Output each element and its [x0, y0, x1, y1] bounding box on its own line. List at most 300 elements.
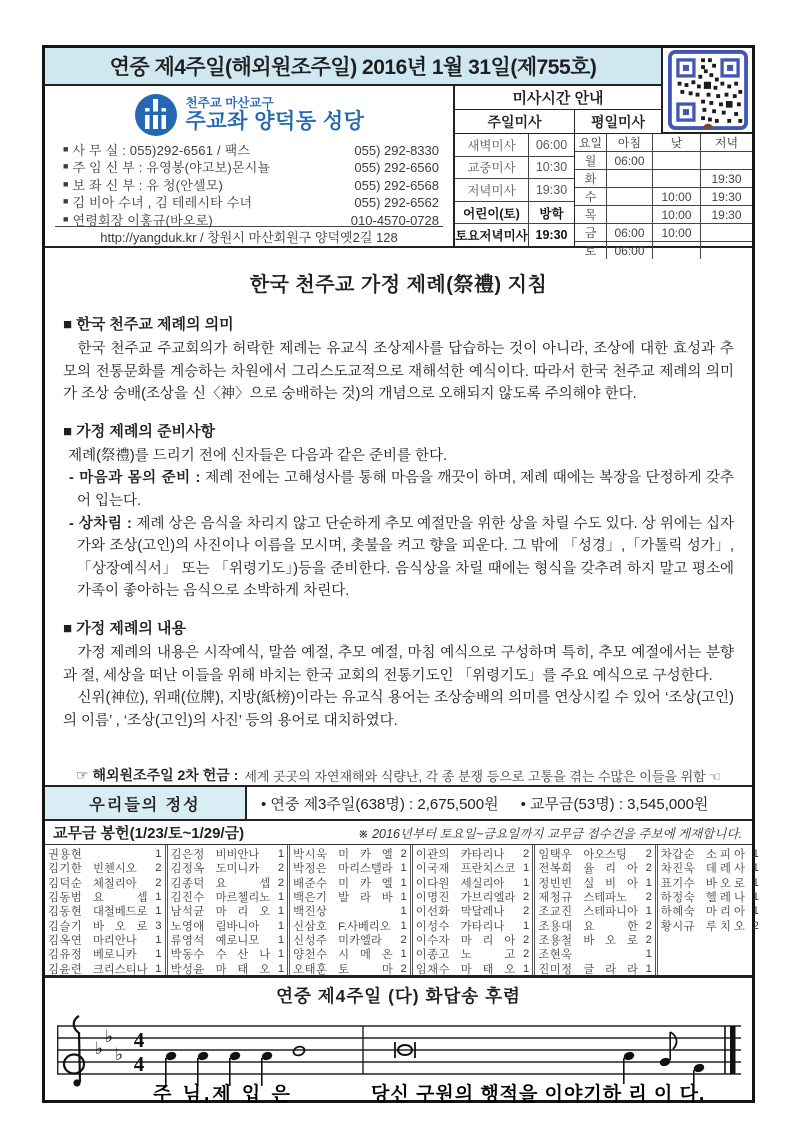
contact-number: 055) 292-6562 — [354, 195, 439, 211]
contact-label: 주 임 신 부 : 유영봉(야고보)몬시뇰 — [72, 160, 271, 176]
bullet-icon: ■ — [63, 144, 69, 154]
donor-baptismal-name: 요 셉 — [93, 892, 148, 905]
donor-row — [171, 918, 285, 932]
donor-row — [48, 890, 162, 904]
church-info-panel — [45, 86, 455, 248]
donor-row — [171, 961, 285, 975]
donor-baptismal-name: 헬 레 나 — [705, 892, 745, 905]
donor-baptismal-name: 비비안나 — [215, 849, 260, 862]
contact-label: 연령회장 이홍규(바오로) — [72, 212, 213, 228]
donor-baptismal-name: 루 치 오 — [705, 920, 745, 933]
donor-row — [48, 918, 162, 932]
donor-count: 1 — [523, 962, 530, 975]
donor-name: 박동수 — [170, 949, 205, 962]
donor-count: 1 — [752, 876, 759, 889]
donor-name: 황시규 — [660, 920, 696, 933]
section1-body: 한국 천주교 주교회의가 허락한 제례는 유교식 조상제사를 답습하는 것이 아니라, 조상에 대한 효성과 추모의 전통문화를 계승하는 차원에서 그리스도교적으로 재해석한 예식이다. 따라서 한국 천주교 제례의 의미가 조상 숭배(조상을 신〈神〉으로 숭배하는 것)의 개념으로 오해되지 않도록 주의해야 한다. — [63, 341, 734, 403]
donor-row — [293, 890, 407, 904]
offering-item: • 교무금(53명) : 3,545,000원 — [520, 795, 709, 813]
church-logo-row — [45, 86, 453, 138]
svg-text:4: 4 — [133, 1052, 144, 1076]
qr-cell — [663, 48, 752, 134]
donor-table — [45, 845, 759, 978]
donor-count: 1 — [523, 919, 530, 932]
diocese-logo-icon — [134, 93, 178, 137]
donor-count: 1 — [277, 905, 285, 918]
donor-count: 1 — [645, 948, 652, 961]
weekday-mass-cell — [653, 152, 701, 169]
weekday-mass-cell — [607, 170, 653, 187]
svg-text:4: 4 — [133, 1028, 144, 1052]
donor-row — [293, 933, 407, 947]
donor-row — [416, 876, 530, 890]
donor-baptismal-name: 발 라 바 — [338, 892, 393, 905]
mass-schedule-title: 미사시간 안내 — [455, 86, 663, 110]
donor-name: 김윤련 — [48, 963, 83, 976]
donor-count: 1 — [752, 891, 759, 904]
donor-count: 1 — [523, 862, 530, 875]
donor-row — [416, 918, 530, 932]
section3-heading: ■ 가정 제례의 내용 — [63, 620, 186, 638]
item2-text: 제례 상은 음식을 차리지 않고 단순하게 추모 예절만을 위한 상을 차릴 수도 있다. 상 위에는 십자가와 조상(고인)의 사진이나 이름을 모시며, 촛불을 켜고 향을 피운다. 그 밖에 「성경」,「가톨릭 성가」,「상장예식서」 또는 「위령기도」)등을 준비한다. 음식상을 차릴 때에는 형식을 갖추려 하지 말고 평소에 가족이 좋아하는 음식으로 소박하게 차린다. — [77, 515, 734, 600]
donor-count: 1 — [277, 848, 285, 861]
weekday-mass-cell: 19:30 — [711, 189, 742, 204]
donor-baptismal-name: 림바니아 — [215, 920, 260, 933]
donor-name: 박성윤 — [170, 963, 205, 976]
donor-name: 신성주 — [293, 934, 328, 947]
donor-name: 김기한 — [48, 863, 83, 876]
weekday-col-header: 낮 — [653, 134, 701, 151]
donor-count: 2 — [400, 933, 407, 946]
mass-time: 방학 — [539, 206, 564, 221]
weekday-mass-cell — [607, 188, 653, 205]
donor-row — [293, 876, 407, 890]
donor-baptismal-name: 베로니카 — [93, 949, 137, 962]
donor-baptismal-name: 미 카 엘 — [338, 849, 393, 862]
contact-label: 보 좌 신 부 : 유 청(안셀모) — [72, 177, 224, 193]
donor-name: 이수자 — [415, 934, 450, 947]
contact-line — [63, 177, 439, 194]
item1-text: 제례 전에는 고해성사를 통해 마음을 깨끗이 하며, 제례 때에는 복장을 단정하게 갖추어 입는다. — [77, 470, 735, 510]
item2-lead: - 상차림 : — [69, 515, 133, 532]
donor-baptismal-name: 빈첸시오 — [93, 863, 137, 876]
bullet-icon: ■ — [63, 178, 69, 189]
donor-count: 2 — [155, 876, 162, 889]
offerings-summary-values — [247, 787, 752, 819]
donor-baptismal-name: 마 리 아 — [705, 906, 745, 919]
section2-item1 — [63, 467, 734, 512]
svg-text:♭: ♭ — [114, 1045, 123, 1065]
donor-row — [661, 876, 759, 890]
weekday-mass-cell: 06:00 — [607, 242, 653, 259]
donor-name: 하혜숙 — [660, 906, 696, 919]
donor-column — [410, 845, 533, 975]
donor-baptismal-name: 요 한 — [583, 920, 638, 933]
weekday-mass-cell: 월 — [575, 152, 607, 169]
donor-name: 임택우 — [538, 849, 573, 862]
contact-number: 055) 292-6560 — [354, 160, 439, 176]
contact-number: 010-4570-0728 — [350, 212, 439, 228]
contact-line — [63, 142, 439, 159]
hymn-lyric-1: 주 님,제 입 은 — [152, 1084, 293, 1104]
donor-baptismal-name: 바 오 로 — [705, 877, 745, 890]
donor-name: 오태훈 — [293, 963, 328, 976]
qr-code — [668, 50, 748, 130]
donor-name: 김유정 — [48, 949, 83, 962]
donor-baptismal-name: 토 마 — [338, 963, 393, 976]
donor-name: 정빈빈 — [538, 877, 573, 890]
donor-name: 차갑순 — [660, 849, 696, 862]
mass-name: 어린이(토) — [455, 202, 529, 224]
weekday-mass-row — [575, 224, 752, 242]
donor-name: 조용대 — [538, 920, 573, 933]
donor-baptismal-name: 스테파니아 — [583, 906, 638, 919]
donor-row — [661, 861, 759, 875]
donor-baptismal-name: 노 고 — [460, 949, 516, 962]
donor-count: 2 — [523, 948, 530, 961]
donor-baptismal-name: 마 태 오 — [460, 963, 516, 976]
donor-column — [165, 845, 288, 975]
donor-baptismal-name: 스테파노 — [583, 892, 627, 905]
donor-count: 2 — [645, 862, 652, 875]
donor-row — [661, 847, 759, 861]
sunday-mass-row — [455, 179, 574, 202]
donor-count: 1 — [400, 919, 407, 932]
donor-baptismal-name: 도미니카 — [215, 863, 260, 876]
weekday-mass-cell: 목 — [575, 206, 607, 223]
donor-baptismal-name: 글 라 라 — [583, 963, 638, 976]
donor-row — [48, 961, 162, 975]
donation-header-row — [45, 821, 752, 845]
donor-column — [45, 845, 165, 975]
donor-count: 1 — [400, 862, 407, 875]
donor-row — [293, 961, 407, 975]
donor-column — [655, 845, 762, 975]
donor-count: 1 — [400, 948, 407, 961]
donor-count: 1 — [400, 905, 407, 918]
weekday-mass-cell: 화 — [575, 170, 607, 187]
offerings-summary-row — [45, 787, 752, 821]
sunday-mass-row — [455, 202, 574, 225]
contact-number: 055) 292-6568 — [354, 177, 439, 193]
donor-name: 김덕순 — [48, 877, 83, 890]
section1-heading: ■ 한국 천주교 제례의 의미 — [63, 316, 234, 333]
contact-label: 김 비아 수녀 , 김 테레시타 수녀 — [72, 195, 253, 211]
donor-count: 2 — [277, 876, 285, 889]
donor-count: 1 — [155, 848, 162, 861]
weekday-col-header: 요일 — [575, 134, 607, 151]
weekday-col-header: 아침 — [607, 134, 653, 151]
donor-name: 노영애 — [170, 920, 205, 933]
mass-name: 새벽미사 — [455, 134, 529, 156]
donation-note: ※ 2016년부터 토요일~금요일까지 교무금 접수건을 주보에 게재합니다. — [358, 826, 742, 841]
weekday-mass-cell: 10:00 — [653, 188, 701, 205]
donor-row — [293, 861, 407, 875]
second-collection-notice — [45, 765, 752, 787]
donor-name: 김동범 — [48, 892, 83, 905]
donor-baptismal-name: 세실리아 — [460, 877, 505, 890]
donor-name: 양천수 — [293, 949, 328, 962]
donor-name: 백진상 — [293, 906, 328, 919]
donor-count: 1 — [752, 848, 759, 861]
donor-count: 2 — [277, 862, 285, 875]
weekday-mass-cell: 금 — [575, 224, 607, 241]
donor-baptismal-name: 마 리 아 — [460, 934, 516, 947]
bullet-icon: ■ — [63, 196, 69, 207]
weekday-mass-table — [575, 134, 752, 258]
donor-baptismal-name: 크리스티나 — [93, 963, 148, 976]
donor-baptismal-name: 대철베드로 — [93, 906, 148, 919]
donor-name: 이선화 — [415, 906, 450, 919]
donor-row — [416, 890, 530, 904]
mass-time: 06:00 — [535, 137, 568, 152]
section3-body1: 가정 제례의 내용은 시작예식, 말씀 예절, 추모 예절, 마침 예식으로 구성하며 특히, 추모 예절에서는 분향과 절, 세상을 떠난 이들을 위해 바치는 한국 교회의 전통기도인 「위령기도」를 주요 예식으로 구성한다. — [63, 645, 734, 684]
donor-row — [171, 847, 285, 861]
donor-name: 신삼호 — [293, 920, 328, 933]
donor-baptismal-name: 실 비 아 — [583, 877, 638, 890]
donor-name: 배준수 — [293, 877, 328, 890]
parish-name: 주교좌 양덕동 성당 — [185, 109, 365, 133]
weekday-mass-cell: 토 — [575, 242, 607, 259]
donor-count: 3 — [155, 919, 162, 932]
donor-row — [538, 933, 652, 947]
donor-count: 1 — [155, 962, 162, 975]
donor-name: 김동현 — [48, 906, 83, 919]
weekday-col-header: 저녁 — [714, 136, 739, 150]
donor-row — [293, 947, 407, 961]
donor-baptismal-name: 가브리엘라 — [460, 892, 516, 905]
donor-baptismal-name: 바 오 로 — [583, 934, 638, 947]
donor-name: 백은기 — [293, 892, 328, 905]
donor-name: 이성수 — [415, 920, 450, 933]
donor-count: 1 — [277, 891, 285, 904]
donor-row — [661, 904, 759, 918]
contact-list — [45, 138, 453, 229]
donor-row — [416, 961, 530, 975]
donor-baptismal-name: 데 레 사 — [705, 863, 745, 876]
donor-name: 진미정 — [538, 963, 573, 976]
donor-count: 2 — [523, 933, 530, 946]
donor-row — [538, 876, 652, 890]
weekday-mass-row — [575, 206, 752, 224]
donor-count: 2 — [523, 848, 530, 861]
donor-count: 1 — [400, 891, 407, 904]
contact-number: 055) 292-8330 — [354, 143, 439, 158]
bullet-icon: ■ — [63, 161, 69, 172]
weekday-mass-header: 평일미사 — [575, 110, 663, 134]
donor-name: 이명진 — [415, 892, 450, 905]
donor-name: 이다원 — [415, 877, 450, 890]
donor-row — [171, 861, 285, 875]
donor-row — [48, 847, 162, 861]
donor-name: 김슬기 — [48, 920, 83, 933]
donor-count: 1 — [523, 876, 530, 889]
donor-name: 차진욱 — [660, 863, 696, 876]
hymn-section — [45, 978, 752, 1104]
hymn-title: 연중 제4주일 (다) 화답송 후렴 — [276, 986, 521, 1006]
donor-row — [416, 847, 530, 861]
donor-name: 하정숙 — [660, 892, 696, 905]
donor-count: 2 — [645, 891, 652, 904]
donor-baptismal-name: 미 카 엘 — [338, 877, 393, 890]
mass-name: 교중미사 — [455, 157, 529, 179]
donor-row — [171, 890, 285, 904]
weekday-mass-cell: 06:00 — [607, 224, 653, 241]
donor-baptismal-name: 프란치스코 — [460, 863, 516, 876]
donor-baptismal-name: 아오스팅 — [583, 849, 627, 862]
donor-name: 류영석 — [170, 934, 205, 947]
donor-name: 남석균 — [170, 906, 205, 919]
mass-time: 19:30 — [535, 228, 568, 243]
donor-row — [416, 861, 530, 875]
weekday-mass-cell — [701, 224, 752, 241]
item1-lead: - 마음과 몸의 준비 : — [69, 470, 201, 487]
contact-line — [63, 159, 439, 176]
donor-row — [171, 876, 285, 890]
donor-name: 김진수 — [170, 892, 205, 905]
donor-row — [293, 918, 407, 932]
donor-baptismal-name: 막달레나 — [460, 906, 505, 919]
svg-text:♭: ♭ — [104, 1027, 113, 1047]
donor-row — [171, 904, 285, 918]
donor-count: 1 — [155, 948, 162, 961]
donor-name: 김종덕 — [170, 877, 205, 890]
donor-count: 1 — [752, 862, 759, 875]
donor-row — [661, 918, 759, 932]
donor-count: 1 — [645, 905, 652, 918]
donor-row — [293, 904, 407, 918]
weekday-header-row — [575, 134, 752, 152]
donor-row — [416, 904, 530, 918]
donor-row — [538, 918, 652, 932]
sunday-mass-table — [455, 134, 575, 248]
donor-name: 표기수 — [660, 877, 696, 890]
mass-name: 저녁미사 — [455, 179, 529, 201]
donor-count: 1 — [277, 948, 285, 961]
donor-count: 1 — [400, 876, 407, 889]
donor-count: 2 — [155, 862, 162, 875]
donor-name: 박시욱 — [293, 849, 328, 862]
donor-baptismal-name: 마리스텔라 — [338, 863, 393, 876]
donor-count: 1 — [155, 905, 162, 918]
donor-count: 2 — [645, 919, 652, 932]
donor-name: 임채수 — [415, 963, 450, 976]
donor-baptismal-name: 마리안나 — [93, 934, 137, 947]
website-address: http://yangduk.kr / 창원시 마산회원구 양덕옛2길 128 — [55, 226, 443, 246]
weekday-mass-cell: 10:00 — [653, 224, 701, 241]
donor-baptismal-name: 마 리 오 — [215, 906, 271, 919]
donor-count: 2 — [523, 905, 530, 918]
donor-row — [416, 947, 530, 961]
donor-row — [48, 861, 162, 875]
notice-text: 세계 곳곳의 자연재해와 식량난, 각 종 분쟁 등으로 고통을 겪는 수많은 이들을 위함 ☜ — [244, 768, 721, 784]
donor-name: 김옥연 — [48, 934, 83, 947]
donor-baptismal-name: 소 피 아 — [705, 849, 745, 862]
time-signature — [133, 1028, 144, 1076]
donor-baptismal-name: 예로니모 — [215, 934, 260, 947]
donor-baptismal-name: 마 태 오 — [215, 963, 271, 976]
weekday-mass-row — [575, 152, 752, 170]
donor-baptismal-name: 율 리 아 — [583, 863, 638, 876]
donor-baptismal-name: 요 셉 — [215, 877, 271, 890]
donor-row — [416, 933, 530, 947]
donor-baptismal-name: 카타리나 — [460, 849, 505, 862]
donor-baptismal-name: 마르첼리노 — [215, 892, 271, 905]
donor-column — [287, 845, 410, 975]
section3-body2: 신위(神位), 위패(位牌), 지방(紙榜)이라는 유교식 용어는 조상숭배의 의미를 연상시킬 수 있어 ‘조상(고인)의 이름’ , ‘조상(고인)의 사진’ 등의 용어로 대치하였다. — [63, 690, 734, 729]
donor-row — [48, 933, 162, 947]
donor-name: 김은정 — [170, 849, 205, 862]
donor-column — [532, 845, 655, 975]
donor-count: 1 — [155, 891, 162, 904]
donor-count: 1 — [277, 919, 285, 932]
music-staff — [53, 1010, 745, 1104]
donor-row — [48, 904, 162, 918]
donor-baptismal-name: 가타리나 — [460, 920, 505, 933]
donor-count: 2 — [752, 919, 759, 932]
donor-name: 김정옥 — [170, 863, 205, 876]
donor-name: 이관의 — [415, 849, 450, 862]
donor-count: 2 — [400, 962, 407, 975]
svg-text:♭: ♭ — [94, 1039, 103, 1059]
donor-count: 2 — [523, 891, 530, 904]
weekday-mass-cell — [607, 206, 653, 223]
donor-name: 조용철 — [538, 934, 573, 947]
mass-time: 19:30 — [535, 182, 568, 197]
donor-row — [538, 847, 652, 861]
donor-baptismal-name: F.사베리오 — [338, 920, 391, 933]
sunday-mass-row — [455, 134, 574, 157]
donor-name: 조현욱 — [538, 949, 573, 962]
contact-label: 사 무 실 : 055)292-6561 / 팩스 — [72, 143, 251, 158]
donor-name: 조교진 — [538, 906, 573, 919]
offerings-summary-label: 우리들의 정성 — [45, 787, 247, 819]
weekday-mass-cell: 10:00 — [653, 206, 701, 223]
bullet-icon: ■ — [63, 213, 69, 224]
sunday-mass-row — [455, 157, 574, 180]
donor-row — [538, 947, 652, 961]
mass-name: 토요저녁미사 — [455, 224, 529, 246]
donor-row — [48, 876, 162, 890]
notes-measure1 — [164, 1045, 305, 1086]
donor-name: 제청규 — [538, 892, 573, 905]
donor-name: 권용현 — [48, 849, 83, 862]
donor-name: 전복희 — [538, 863, 573, 876]
donor-name: 이국재 — [415, 863, 450, 876]
donor-row — [538, 904, 652, 918]
hymn-lyric-2: 당신 구원의 행적을 이야기하 리 이 다. — [370, 1084, 705, 1104]
diocese-name: 천주교 마산교구 — [185, 96, 274, 111]
weekday-mass-row — [575, 170, 752, 188]
weekday-mass-cell — [653, 170, 701, 187]
donor-count: 2 — [645, 933, 652, 946]
article-title: 한국 천주교 가정 제례(祭禮) 지침 — [249, 274, 548, 296]
donor-baptismal-name: 시 메 온 — [338, 949, 393, 962]
donor-count: 1 — [645, 876, 652, 889]
donor-count: 2 — [400, 848, 407, 861]
donor-name: 이종고 — [415, 949, 450, 962]
donor-row — [538, 890, 652, 904]
donor-count: 1 — [277, 933, 285, 946]
weekday-mass-cell — [701, 152, 752, 169]
mass-time: 10:30 — [535, 160, 568, 175]
notice-lead: ☞ 해외원조주일 2차 헌금 : — [76, 767, 239, 783]
sunday-mass-header: 주일미사 — [455, 110, 575, 134]
donor-baptismal-name: 체칠리아 — [93, 877, 137, 890]
donor-row — [538, 961, 652, 975]
donation-title: 교무금 봉헌(1/23/토~1/29/금) — [53, 825, 245, 842]
masthead-title: 연중 제4주일(해외원조주일) 2016년 1월 31일(제755호) — [45, 48, 663, 86]
